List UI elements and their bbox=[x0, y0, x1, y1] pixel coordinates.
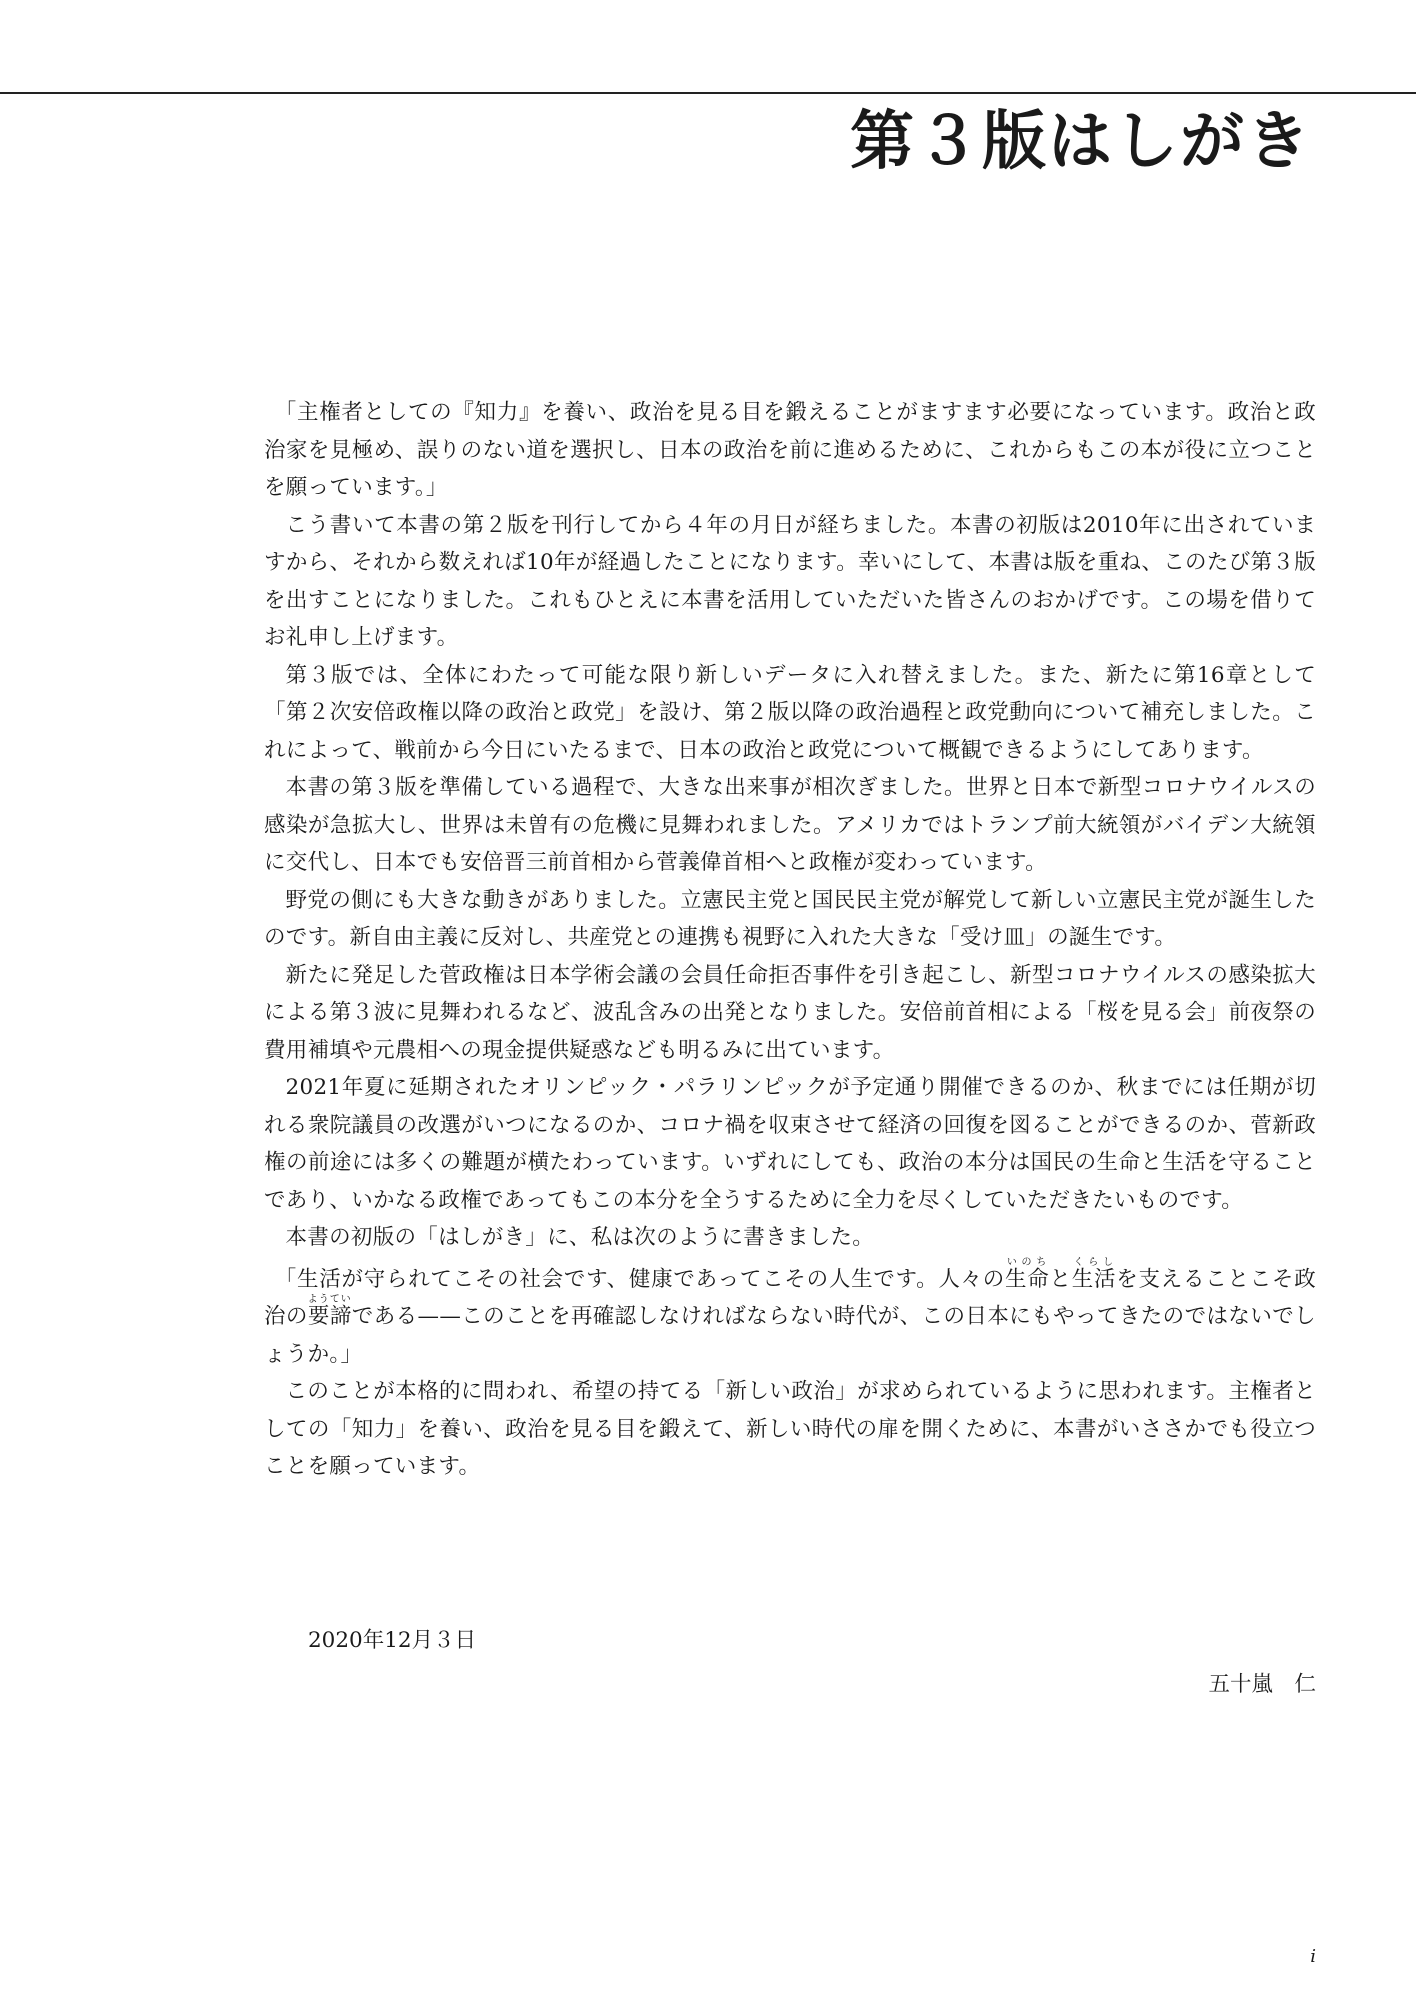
header-rule bbox=[0, 92, 1416, 94]
date-line: 2020年12月３日 bbox=[308, 1628, 477, 1653]
paragraph-4: 本書の第３版を準備している過程で、大きな出来事が相次ぎました。世界と日本で新型コロナウイルスの感染が急拡大し、世界は未曽有の危機に見舞われました。アメリカではトランプ前大統領がバイデン大統領に交代し、日本でも安倍晋三前首相から菅義偉首相へと政権が変わっています。 bbox=[264, 775, 1316, 875]
paragraph-8: 本書の初版の「はしがき」に、私は次のように書きました。 bbox=[285, 1225, 875, 1250]
paragraph-3: 第３版では、全体にわたって可能な限り新しいデータに入れ替えました。また、新たに第16章として「第２次安倍政権以降の政治と政党」を設け、第２版以降の政治過程と政党動向について補充しました。これによって、戦前から今日にいたるまで、日本の政治と政党について概観できるようにしてあります。 bbox=[264, 662, 1316, 763]
closing-paragraph: このことが本格的に問われ、希望の持てる「新しい政治」が求められているように思われます。主権者としての「知力」を養い、政治を見る目を鍛えて、新しい時代の扉を開くために、本書がいささかでも役立つことを願っています。 bbox=[264, 1379, 1316, 1479]
author-name: 五十嵐 仁 bbox=[1208, 1672, 1316, 1697]
ruby-youtei bbox=[307, 1294, 352, 1329]
quote-part-2: と bbox=[1049, 1266, 1072, 1292]
ruby-base-3: 要諦 bbox=[307, 1304, 352, 1329]
page-title: 第３版はしがき bbox=[850, 104, 1312, 179]
paragraph-2: こう書いて本書の第２版を刊行してから４年の月日が経ちました。本書の初版は2010年に出されていますから、それから数えれば10年が経過したことになります。幸いにして、本書は版を重ね、このたび第３版を出すことになりました。これもひとえに本書を活用していただいた皆さんのおかげです。この場を借りてお礼申し上げます。 bbox=[264, 512, 1316, 650]
ruby-kurashi bbox=[1071, 1256, 1117, 1292]
ruby-reading-2: くらし bbox=[1071, 1256, 1116, 1268]
paragraph-1: 「主権者としての『知力』を養い、政治を見る目を鍛えることがますます必要になっています。政治と政治家を見極め、誤りのない道を選択し、日本の政治を前に進めるために、これからもこの本が役に立つことを願っています。」 bbox=[264, 400, 1316, 500]
ruby-reading-3: ようてい bbox=[307, 1294, 352, 1305]
paragraph-5: 野党の側にも大きな動きがありました。立憲民主党と国民民主党が解党して新しい立憲民主党が誕生したのです。新自由主義に反対し、共産党との連携も視野に入れた大きな「受け皿」の誕生です。 bbox=[264, 887, 1316, 950]
quote-part-1: 「生活が守られてこその社会です、健康であってこその人生です。人々の bbox=[274, 1266, 1006, 1292]
page-number: i bbox=[1310, 1946, 1316, 1967]
ruby-base-1: 生命 bbox=[1005, 1266, 1050, 1292]
ruby-base-2: 生活 bbox=[1071, 1266, 1117, 1292]
quote-part-3: を支えることこそ政治の bbox=[264, 1266, 1316, 1329]
quoted-paragraph bbox=[264, 1257, 1316, 1374]
paragraph-6: 新たに発足した菅政権は日本学術会議の会員任命拒否事件を引き起こし、新型コロナウイルスの感染拡大による第３波に見舞われるなど、波乱含みの出発となりました。安倍前首相による「桜を見る会」前夜祭の費用補填や元農相への現金提供疑惑なども明るみに出ています。 bbox=[264, 962, 1316, 1063]
ruby-reading-1: いのち bbox=[1005, 1256, 1050, 1268]
quote-part-4: である——このことを再確認しなければならない時代が、この日本にもやってきたのではないでしょうか。」 bbox=[264, 1304, 1316, 1367]
preface-body bbox=[264, 394, 1316, 1486]
ruby-inochi bbox=[1005, 1256, 1050, 1292]
paragraph-7: 2021年夏に延期されたオリンピック・パラリンピックが予定通り開催できるのか、秋までには任期が切れる衆院議員の改選がいつになるのか、コロナ禍を収束させて経済の回復を図ることができるのか、菅新政権の前途には多くの難題が横たわっています。いずれにしても、政治の本分は国民の生命と生活を守ることであり、いかなる政権であってもこの本分を全うするために全力を尽くしていただきたいものです。 bbox=[264, 1075, 1316, 1213]
